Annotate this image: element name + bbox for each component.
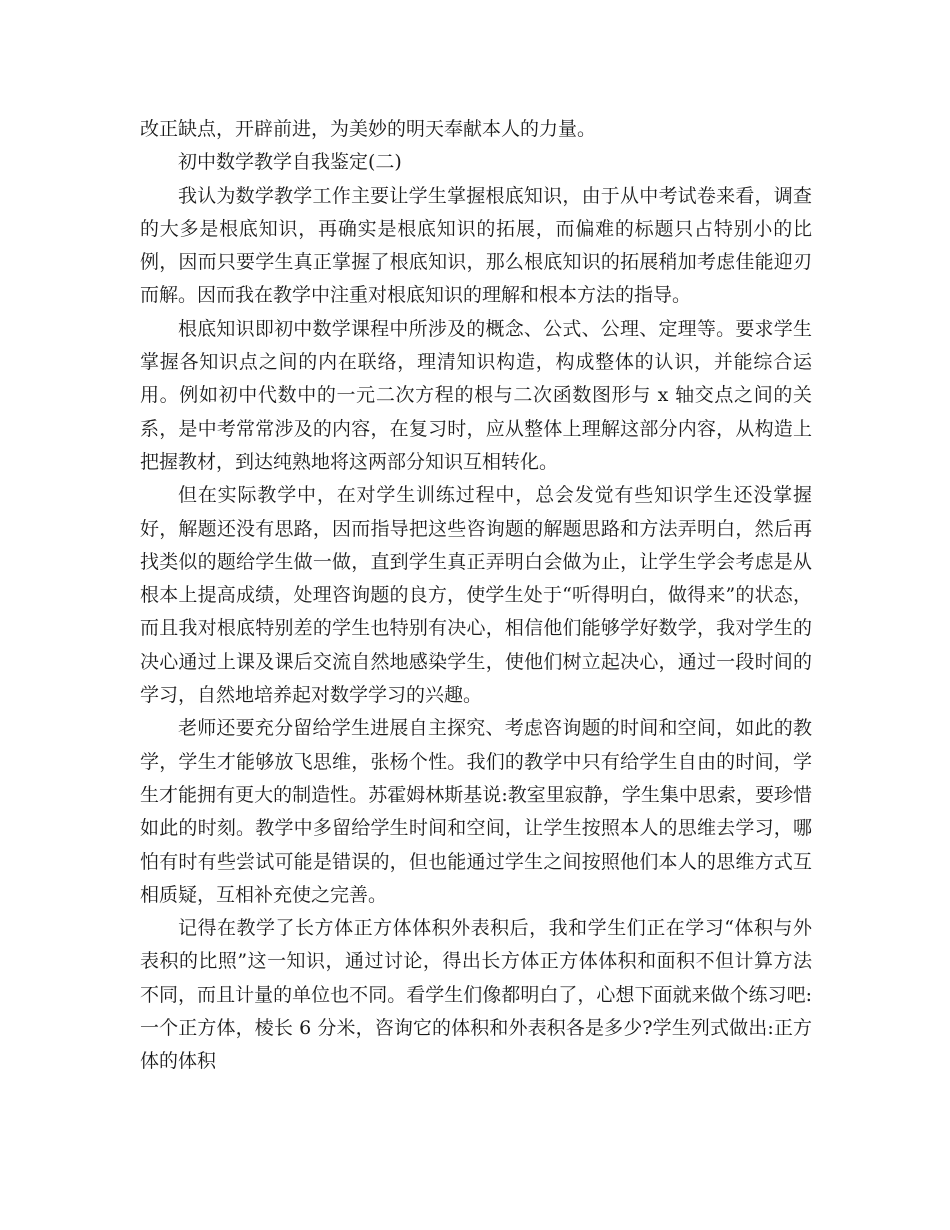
paragraph: 老师还要充分留给学生进展自主探究、考虑咨询题的时间和空间，如此的教学，学生才能够放飞思维，张杨个性。我们的教学中只有给学生自由的时间，学生才能拥有更大的制造性。苏霍姆林斯基说:教室里寂静，学生集中思索，要珍惜如此的时刻。教学中多留给学生时间和空间，让学生按照本人的思维去学习，哪怕有时有些尝试可能是错误的，但也能通过学生之间按照他们本人的思维方式互相质疑，互相补充使之完善。 — [140, 717, 812, 906]
paragraph: 但在实际教学中，在对学生训练过程中，总会发觉有些知识学生还没掌握好，解题还没有思路，因而指导把这些咨询题的解题思路和方法弄明白，然后再找类似的题给学生做一做，直到学生真正弄明白会做为止，让学生学会考虑是从根本上提高成绩，处理咨询题的良方，使学生处于“听得明白，做得来”的状态，而且我对根底特别差的学生也特别有决心，相信他们能够学好数学，我对学生的决心通过上课及课后交流自然地感染学生，使他们树立起决心，通过一段时间的学习，自然地培养起对数学学习的兴趣。 — [140, 484, 812, 707]
paragraph: 根底知识即初中数学课程中所涉及的概念、公式、公理、定理等。要求学生掌握各知识点之间的内在联络，理清知识构造，构成整体的认识，并能综合运用。例如初中代数中的一元二次方程的根与二次函数图形与 x 轴交点之间的关系，是中考常常涉及的内容，在复习时，应从整体上理解这部分内容，从构造上把握教材，到达纯熟地将这两部分知识互相转化。 — [140, 317, 812, 473]
section-heading: 初中数学教学自我鉴定(二) — [178, 151, 402, 174]
paragraph: 记得在教学了长方体正方体体积外表积后，我和学生们正在学习“体积与外表积的比照”这一知识，通过讨论，得出长方体正方体体积和面积不但计算方法不同，而且计量的单位也不同。看学生们像都明白了，心想下面就来做个练习吧:一个正方体，棱长 6 分米，咨询它的体积和外表积各是多少?学生列式做出:正方体的体积 — [140, 917, 812, 1073]
paragraph: 我认为数学教学工作主要让学生掌握根底知识，由于从中考试卷来看，调查的大多是根底知识，再确实是根底知识的拓展，而偏难的标题只占特别小的比例，因而只要学生真正掌握了根底知识，那么根底知识的拓展稍加考虑佳能迎刃而解。因而我在教学中注重对根底知识的理解和根本方法的指导。 — [140, 184, 812, 307]
paragraph-continuation: 改正缺点，开辟前进，为美妙的明天奉献本人的力量。 — [140, 118, 597, 140]
document-body — [140, 113, 812, 1079]
